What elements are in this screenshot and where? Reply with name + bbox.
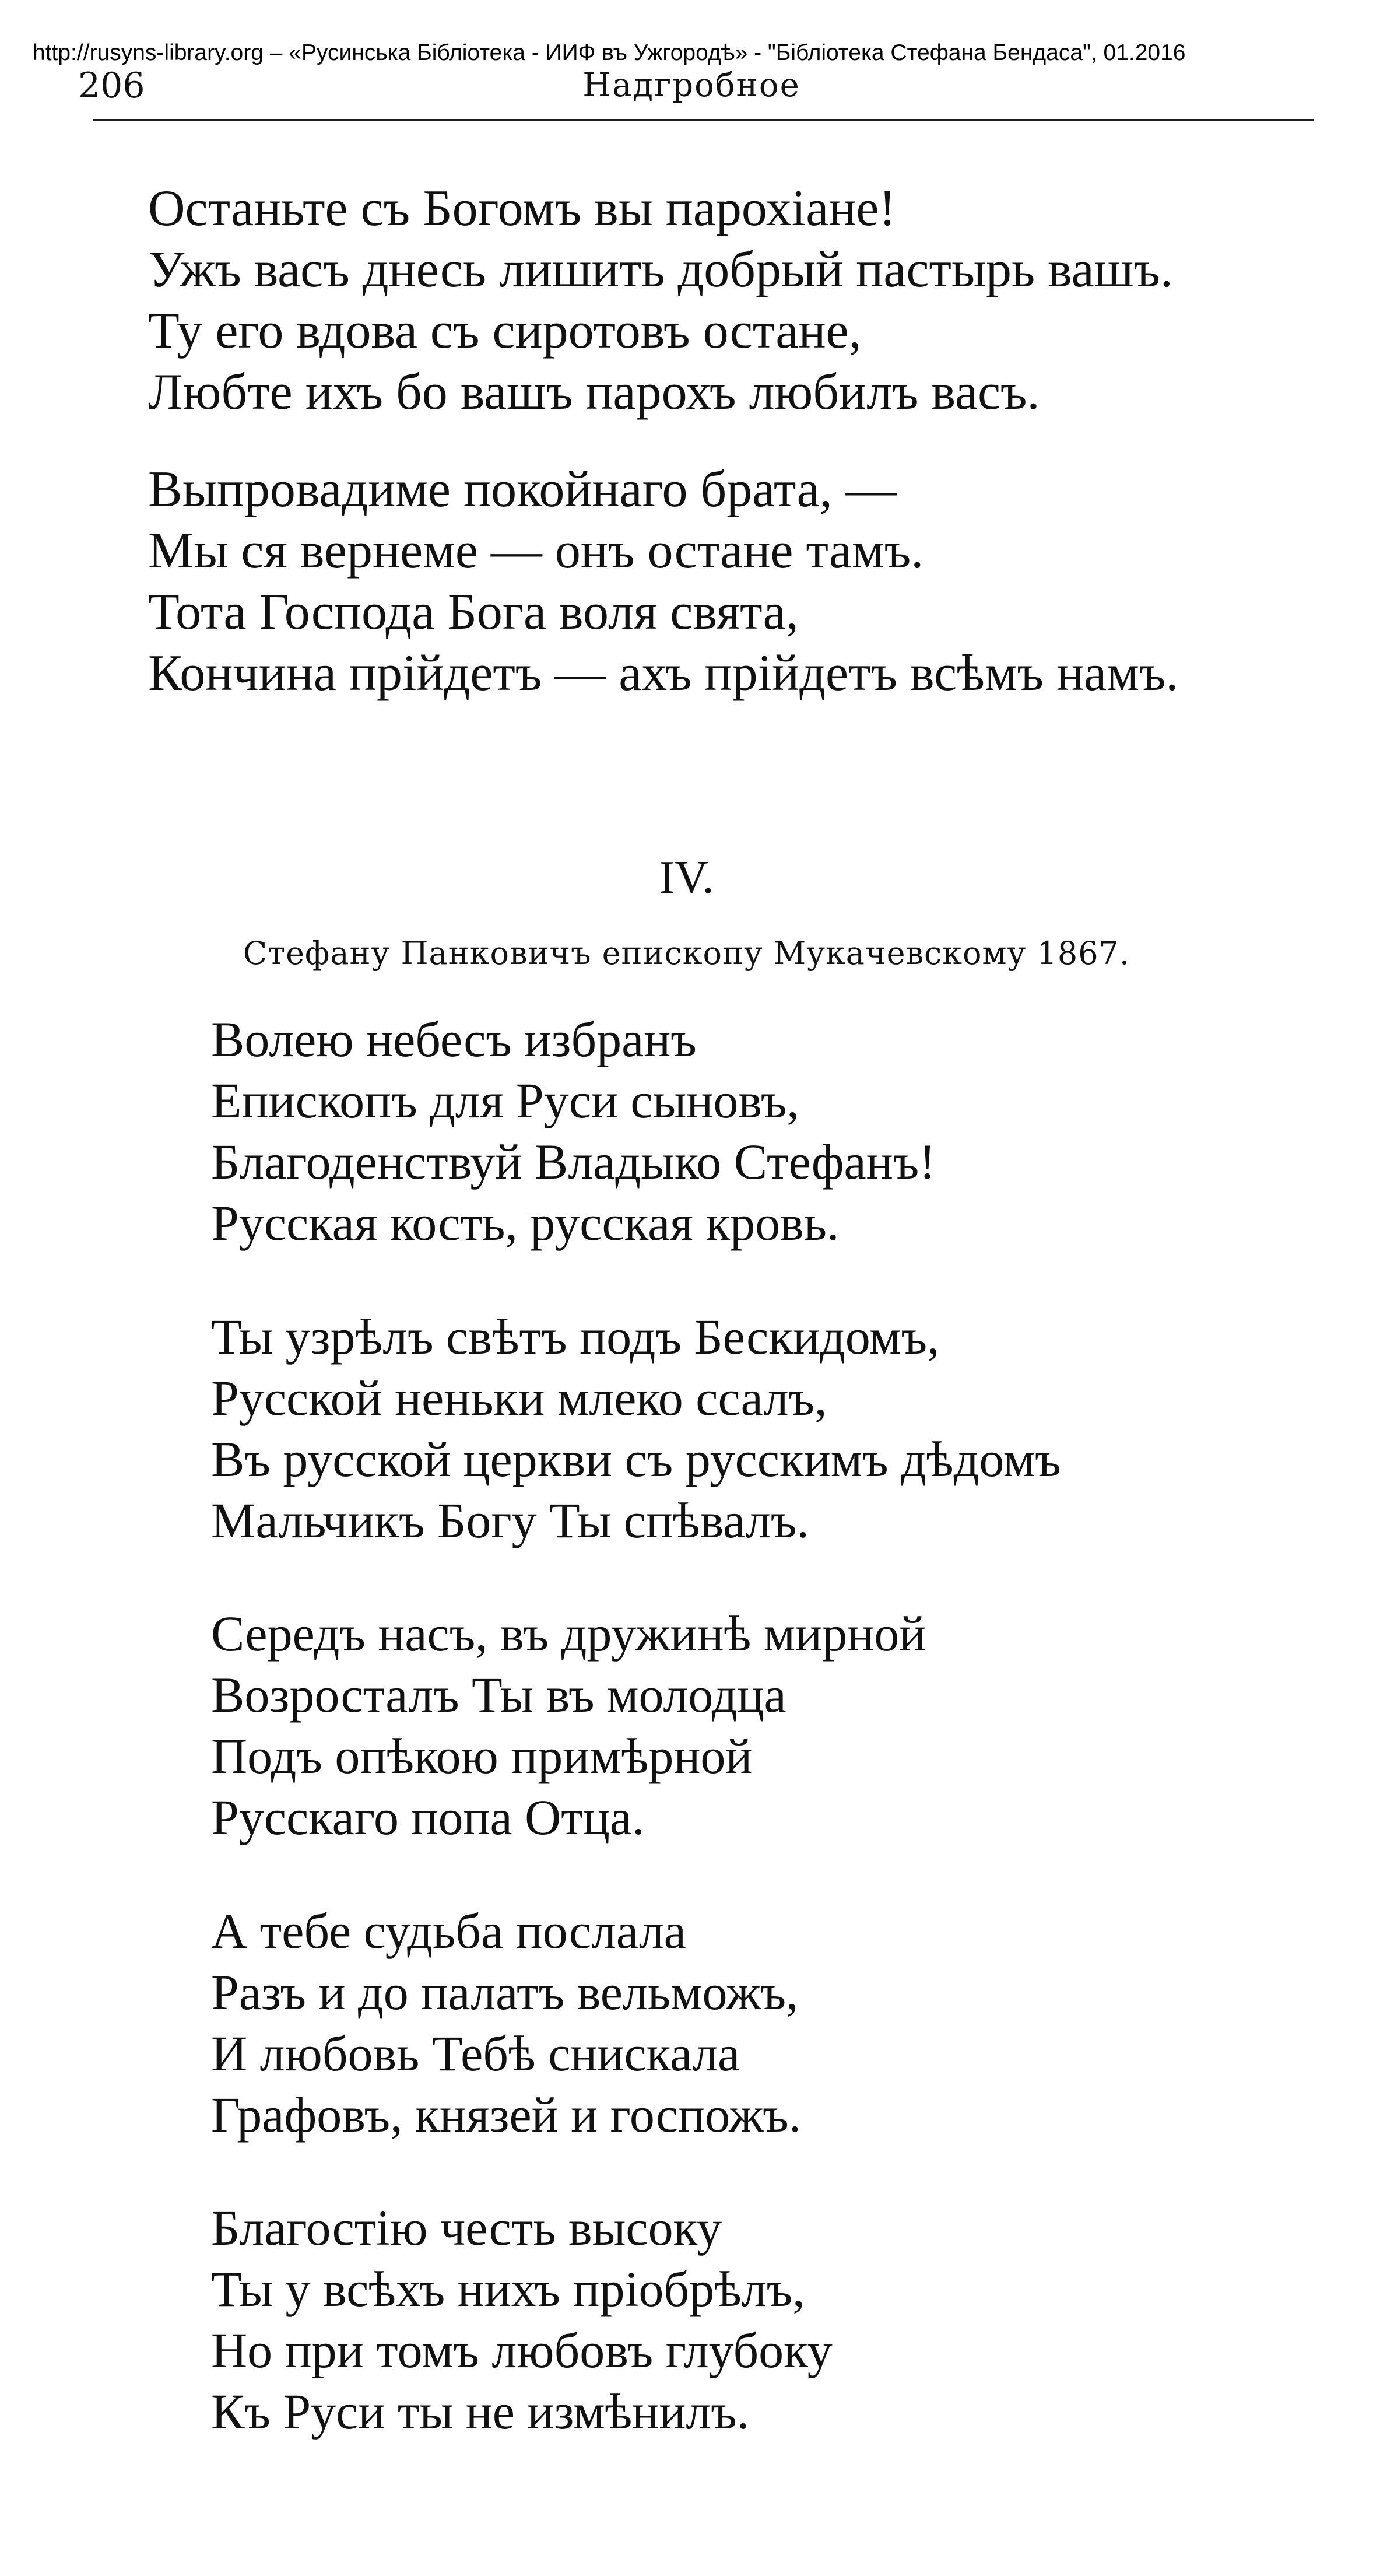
poem-line: Тота Господа Бога воля свята,	[148, 584, 799, 640]
poem-line: Останьте съ Богомъ вы парохіане!	[148, 180, 896, 237]
poem-line: Русскаго попа Отца.	[211, 1789, 645, 1845]
poem-stanza	[211, 2198, 833, 2442]
poem-line: Въ русской церкви съ русскимъ дѣдомъ	[211, 1431, 1061, 1487]
poem-line: Середъ насъ, въ дружинѣ мирной	[211, 1606, 926, 1662]
poem-stanza	[211, 1306, 1061, 1551]
running-title: Надгробное	[582, 66, 800, 104]
poem-line: Епископъ для Руси сыновъ,	[211, 1073, 799, 1128]
poem-line: Но при томъ любовъ глубоку	[211, 2322, 833, 2378]
poem-line: Русская кость, русская кровь.	[211, 1195, 840, 1251]
poem-line: Выпровадиме покойнаго брата, —	[148, 461, 897, 518]
poem-line: Ты у всѣхъ нихъ пріобрѣлъ,	[211, 2261, 805, 2317]
poem-line: Ту его вдова съ сиротовъ остане,	[148, 303, 862, 359]
page-header	[69, 63, 1314, 112]
poem-line: Ужъ васъ днесь лишить добрый пастырь вашъ.	[148, 241, 1173, 298]
poem-line: Волею небесъ избранъ	[211, 1011, 697, 1067]
poem-line: Мы ся вернеме — онъ остане тамъ.	[148, 523, 924, 579]
poem-line: Кончина прійдетъ — ахъ прійдетъ всѣмъ намъ.	[148, 645, 1179, 702]
poem-line: Благостію честь высоку	[211, 2200, 722, 2256]
poem-dedication: Стефану Панковичъ епископу Мукачевскому 1867.	[243, 935, 1130, 972]
poem-line: Возросталъ Ты въ молодца	[211, 1667, 786, 1723]
poem-stanza	[148, 178, 1173, 423]
poem-line: Любте ихъ бо вашъ парохъ любилъ васъ.	[148, 364, 1040, 420]
poem-line: Русской неньки млеко ссалъ,	[211, 1370, 827, 1426]
section-numeral: IV.	[659, 852, 714, 903]
source-url-line: http://rusyns-library.org – «Русинська Бібліотека - ИИФ въ Ужгородѣ» - "Бібліотека Стефана Бендаса", 01.2016	[33, 40, 1186, 65]
poem-line: Графовъ, князей и госпожъ.	[211, 2087, 802, 2143]
poem-line: Разъ и до палатъ вельможъ,	[211, 1964, 799, 2020]
poem-line: Мальчикъ Богу Ты спѣвалъ.	[211, 1492, 809, 1548]
poem-stanza	[211, 1603, 926, 1848]
poem-line: Подъ опѣкою примѣрной	[211, 1728, 753, 1784]
poem-stanza	[148, 459, 1178, 704]
poem-line: Благоденствуй Владыко Стефанъ!	[211, 1134, 936, 1190]
poem-line: И любовь Тебѣ снискала	[211, 2025, 740, 2081]
header-rule	[93, 119, 1314, 121]
poem-stanza	[211, 1901, 801, 2146]
page-number: 206	[78, 65, 145, 106]
poem-line: Ты узрѣлъ свѣтъ подъ Бескидомъ,	[211, 1309, 940, 1365]
poem-line: Къ Руси ты не измѣнилъ.	[211, 2384, 750, 2440]
poem-stanza	[211, 1009, 936, 1254]
poem-line: А тебе судьба послала	[211, 1903, 686, 1959]
